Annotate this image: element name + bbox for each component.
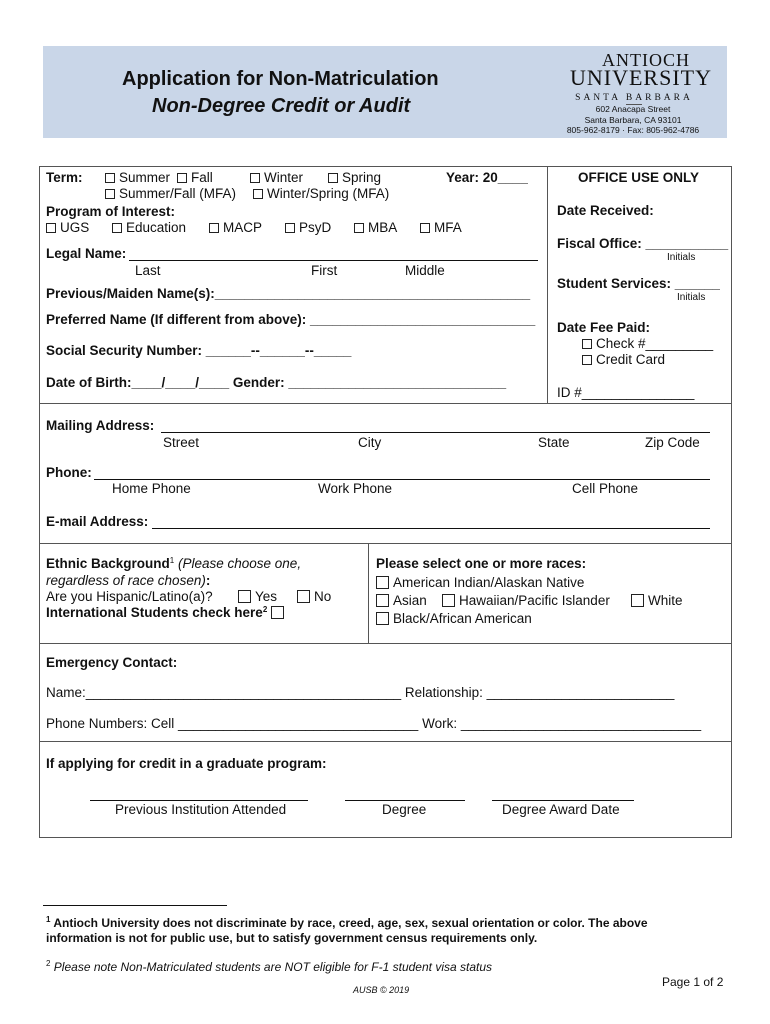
- mailing-address-input[interactable]: [161, 432, 710, 433]
- work-phone-caption: Work Phone: [318, 481, 393, 496]
- program-macp[interactable]: MACP: [209, 220, 262, 236]
- year-field[interactable]: Year: 20____: [446, 170, 528, 185]
- zip-caption: Zip Code: [645, 435, 700, 450]
- university-logo: ANTIOCH UNIVERSITY SANTA BARBARA: [570, 50, 712, 103]
- program-ugs[interactable]: UGS: [46, 220, 89, 236]
- race-black[interactable]: Black/African American: [376, 611, 532, 627]
- form-title: Application for Non-Matriculation: [122, 68, 439, 90]
- degree-date-input[interactable]: [492, 800, 634, 801]
- university-address: 602 Anacapa Street Santa Barbara, CA 93101 805-962-8179 · Fax: 805-962-4786: [566, 104, 700, 135]
- program-education[interactable]: Education: [112, 220, 186, 236]
- graduate-label: If applying for credit in a graduate program:: [46, 756, 327, 771]
- copyright: AUSB © 2019: [353, 985, 410, 995]
- hispanic-no[interactable]: No: [297, 589, 331, 605]
- race-asian[interactable]: Asian: [376, 593, 427, 609]
- footnote-1-cont: information is not for public use, but to satisfy government census requirements only.: [46, 931, 538, 945]
- previous-name-field[interactable]: Previous/Maiden Name(s):__________________________________________: [46, 286, 531, 301]
- checkbox[interactable]: [238, 590, 251, 603]
- checkbox[interactable]: [328, 173, 338, 183]
- degree-date-caption: Degree Award Date: [502, 802, 620, 817]
- term-summer-fall-mfa[interactable]: Summer/Fall (MFA): [105, 186, 236, 202]
- checkbox[interactable]: [297, 590, 310, 603]
- last-name-caption: Last: [135, 263, 161, 278]
- mailing-address-label: Mailing Address:: [46, 418, 155, 433]
- term-label: Term:: [46, 170, 83, 185]
- program-psyd[interactable]: PsyD: [285, 220, 331, 236]
- term-summer[interactable]: Summer: [105, 170, 170, 186]
- international-students-check[interactable]: International Students check here$^2$: [46, 605, 288, 621]
- hispanic-question: Are you Hispanic/Latino(a)?: [46, 589, 213, 604]
- footnote-2: $^2$ Please note Non-Matriculated students are NOT eligible for F-1 student visa status: [46, 959, 493, 974]
- term-fall[interactable]: Fall: [177, 170, 213, 186]
- checkbox[interactable]: [46, 223, 56, 233]
- checkbox[interactable]: [271, 606, 284, 619]
- term-winter-spring-mfa[interactable]: Winter/Spring (MFA): [253, 186, 389, 202]
- race-american-indian[interactable]: American Indian/Alaskan Native: [376, 575, 584, 591]
- section-divider: [39, 741, 732, 742]
- checkbox[interactable]: [442, 594, 455, 607]
- checkbox[interactable]: [582, 339, 592, 349]
- ethnic-background-label: Ethnic Background$^1$ (Please choose one,: [46, 556, 302, 571]
- form-subtitle: Non-Degree Credit or Audit: [152, 95, 411, 117]
- first-name-caption: First: [311, 263, 338, 278]
- races-label: Please select one or more races:: [376, 556, 587, 571]
- program-label: Program of Interest:: [46, 204, 176, 219]
- student-services-field[interactable]: Student Services: ______: [557, 276, 720, 291]
- cell-phone-caption: Cell Phone: [572, 481, 639, 496]
- footnote-1: $^1$ Antioch University does not discriminate by race, creed, age, sex, sexual orientation or color. The above: [46, 915, 648, 930]
- checkbox[interactable]: [376, 576, 389, 589]
- checkbox[interactable]: [209, 223, 219, 233]
- program-mfa[interactable]: MFA: [420, 220, 462, 236]
- middle-name-caption: Middle: [405, 263, 445, 278]
- checkbox[interactable]: [420, 223, 430, 233]
- checkbox[interactable]: [376, 594, 389, 607]
- home-phone-caption: Home Phone: [112, 481, 191, 496]
- page-number: Page 1 of 2: [662, 975, 724, 989]
- phone-label: Phone:: [46, 465, 92, 480]
- term-winter[interactable]: Winter: [250, 170, 303, 186]
- legal-name-label: Legal Name:: [46, 246, 127, 261]
- emergency-name-field[interactable]: Name:__________________________________________ Relationship: _________________________: [46, 685, 675, 700]
- state-caption: State: [538, 435, 570, 450]
- check-number-field[interactable]: Check #_________: [582, 336, 713, 352]
- checkbox[interactable]: [285, 223, 295, 233]
- previous-institution-input[interactable]: [90, 800, 308, 801]
- checkbox[interactable]: [105, 189, 115, 199]
- checkbox[interactable]: [582, 355, 592, 365]
- office-use-title: OFFICE USE ONLY: [578, 170, 700, 185]
- preferred-name-field[interactable]: Preferred Name (If different from above): ______________________________: [46, 312, 536, 327]
- street-caption: Street: [163, 435, 200, 450]
- initials-caption: Initials: [677, 292, 706, 303]
- section-divider: [39, 543, 732, 544]
- checkbox[interactable]: [112, 223, 122, 233]
- phone-input[interactable]: [94, 479, 710, 480]
- credit-card-option[interactable]: Credit Card: [582, 352, 665, 368]
- section-divider: [39, 643, 732, 644]
- email-input[interactable]: [152, 528, 710, 529]
- id-field[interactable]: ID #_______________: [557, 385, 695, 400]
- term-spring[interactable]: Spring: [328, 170, 381, 186]
- checkbox[interactable]: [250, 173, 260, 183]
- hispanic-yes[interactable]: Yes: [238, 589, 277, 605]
- race-white[interactable]: White: [631, 593, 683, 609]
- degree-input[interactable]: [345, 800, 465, 801]
- dob-gender-field[interactable]: Date of Birth:____/____/____ Gender: _____________________________: [46, 375, 507, 390]
- checkbox[interactable]: [354, 223, 364, 233]
- degree-caption: Degree: [382, 802, 427, 817]
- ssn-field[interactable]: Social Security Number: ______--______--_____: [46, 343, 352, 358]
- checkbox[interactable]: [631, 594, 644, 607]
- date-received-label: Date Received:: [557, 203, 654, 218]
- office-divider: [547, 166, 548, 403]
- previous-institution-caption: Previous Institution Attended: [115, 802, 287, 817]
- date-fee-paid-label: Date Fee Paid:: [557, 320, 651, 335]
- footnote-separator: [43, 905, 227, 906]
- email-label: E-mail Address:: [46, 514, 149, 529]
- checkbox[interactable]: [105, 173, 115, 183]
- ethnic-instruction: regardless of race chosen):: [46, 573, 211, 588]
- race-hawaiian[interactable]: Hawaiian/Pacific Islander: [442, 593, 610, 609]
- ethnic-divider: [368, 543, 369, 643]
- initials-caption: Initials: [667, 252, 696, 263]
- checkbox[interactable]: [253, 189, 263, 199]
- legal-name-input[interactable]: [129, 260, 538, 261]
- checkbox[interactable]: [376, 612, 389, 625]
- program-mba[interactable]: MBA: [354, 220, 397, 236]
- emergency-phone-field[interactable]: Phone Numbers: Cell ________________________________ Work: ________________________________: [46, 716, 702, 731]
- city-caption: City: [358, 435, 382, 450]
- section-divider: [39, 403, 732, 404]
- fiscal-office-field[interactable]: Fiscal Office: ___________: [557, 236, 729, 251]
- emergency-contact-label: Emergency Contact:: [46, 655, 178, 670]
- checkbox[interactable]: [177, 173, 187, 183]
